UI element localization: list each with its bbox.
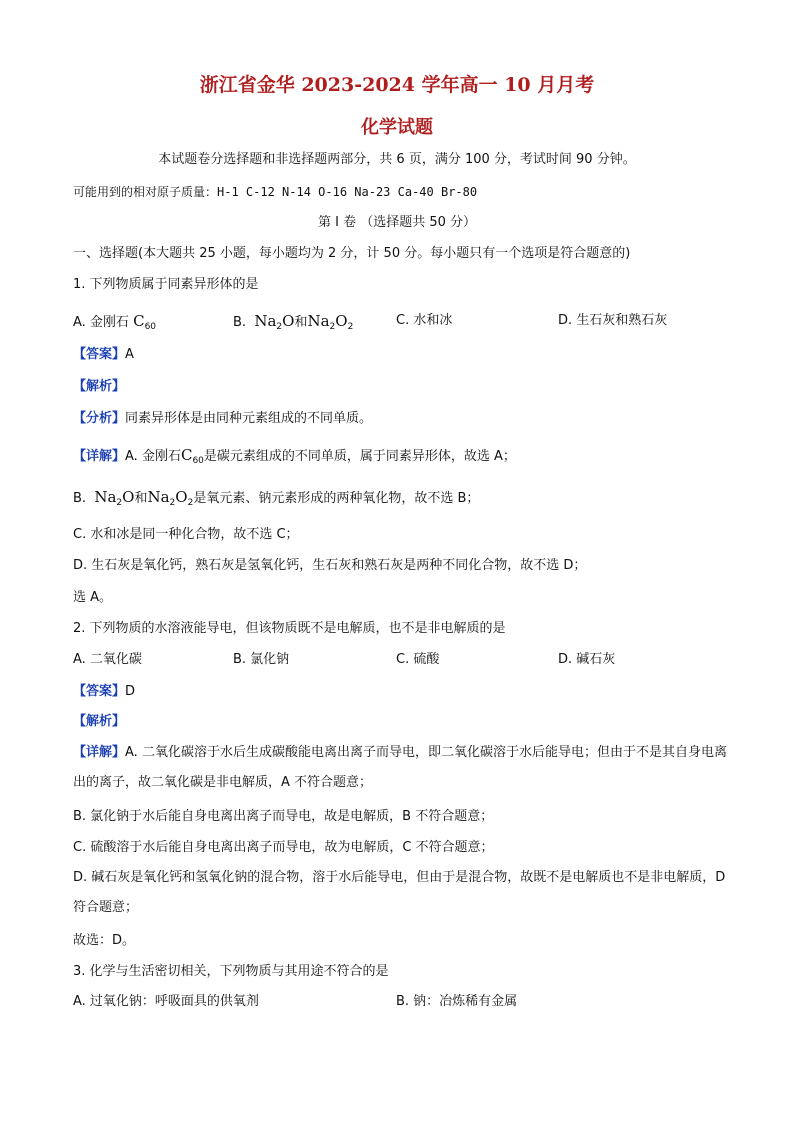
q2-detail-a: 【详解】A. 二氧化碳溶于水后生成碳酸能电离出离子而导电，即二氧化碳溶于水后能导电；但由于不是其自身电离出的离子，故二氧化碳是非电解质，A 不符合题意； [73, 745, 727, 790]
q1-stem: 1. 下列物质属于同素异形体的是 [73, 277, 259, 292]
exam-subtitle: 化学试题 [361, 117, 433, 138]
q1-detail-c: C. 水和冰是同一种化合物，故不选 C； [73, 527, 299, 542]
q1-option-b: B. $Na_2O$和$Na_2O_2$ [233, 312, 354, 332]
q1-option-c: C. 水和冰 [396, 313, 453, 328]
q3-option-b: B. 钠：冶炼稀有金属 [396, 994, 518, 1009]
volume-heading: 第 I 卷 （选择题共 50 分） [317, 215, 477, 230]
q2-analysis-label: 【解析】 [73, 714, 126, 729]
q2-detail-d: D. 碱石灰是氧化钙和氢氧化钠的混合物，溶于水后能导电，但由于是混合物，故既不是电解质也不是非电解质，D 符合题意； [73, 870, 726, 915]
q3-option-a: A. 过氧化钠：呼吸面具的供氧剂 [73, 994, 259, 1009]
q1-fenxi: 【分析】同素异形体是由同种元素组成的不同单质。 [73, 411, 373, 426]
atomic-masses: 可能用到的相对原子质量：H-1 C-12 N-14 O-16 Na-23 Ca-40 Br-80 [73, 185, 478, 199]
intro-text: 本试题卷分选择题和非选择题两部分，共 6 页，满分 100 分，考试时间 90 分钟。 [158, 152, 636, 167]
q1-detail-b: B. $Na_2O$和$Na_2O_2$是氧元素、钠元素形成的两种氧化物，故不选 B； [73, 488, 480, 508]
q3-stem: 3. 化学与生活密切相关，下列物质与其用途不符合的是 [73, 964, 389, 979]
q1-option-a: A. 金刚石 $C_{60}$ [73, 312, 157, 332]
exam-title: 浙江省金华 2023-2024 学年高一 10 月月考 [199, 74, 595, 96]
q2-option-c: C. 硫酸 [396, 652, 440, 667]
section-heading: 一、选择题(本大题共 25 小题，每小题均为 2 分，计 50 分。每小题只有一个选项是符合题意的) [73, 246, 631, 261]
q1-analysis-label: 【解析】 [73, 379, 126, 394]
q2-detail-b: B. 氯化钠于水后能自身电离出离子而导电，故是电解质，B 不符合题意； [73, 809, 494, 824]
q1-answer: 【答案】A [73, 347, 134, 362]
q2-answer: 【答案】D [73, 684, 136, 699]
q2-detail-c: C. 硫酸溶于水后能自身电离出离子而导电，故为电解质，C 不符合题意； [73, 840, 494, 855]
q1-conclusion: 选 A。 [73, 590, 113, 605]
q1-detail-a: 【详解】A. 金刚石$C_{60}$是碳元素组成的不同单质，属于同素异形体，故选 A； [73, 446, 516, 466]
q2-option-d: D. 碱石灰 [558, 652, 616, 667]
q2-option-a: A. 二氧化碳 [73, 652, 142, 667]
q1-detail-d: D. 生石灰是氧化钙，熟石灰是氢氧化钙，生石灰和熟石灰是两种不同化合物，故不选 D； [73, 558, 587, 573]
q2-stem: 2. 下列物质的水溶液能导电，但该物质既不是电解质，也不是非电解质的是 [73, 621, 506, 636]
q2-conclusion: 故选：D。 [73, 933, 136, 948]
q2-option-b: B. 氯化钠 [233, 652, 290, 667]
q1-option-d: D. 生石灰和熟石灰 [558, 313, 668, 328]
